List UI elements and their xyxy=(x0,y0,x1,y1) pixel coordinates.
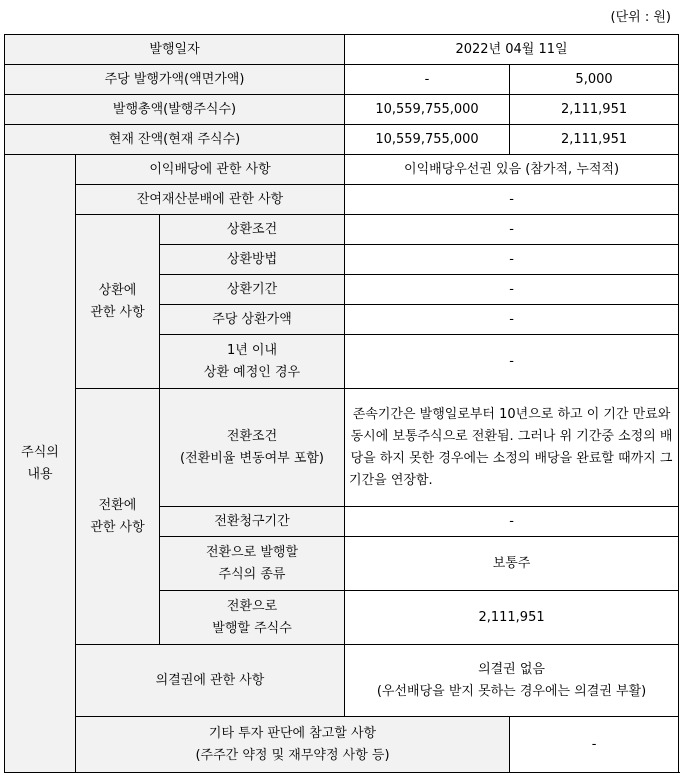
redemption-method-value: - xyxy=(345,245,679,275)
table-row xyxy=(5,645,679,717)
redemption-price-label: 주당 상환가액 xyxy=(160,305,345,335)
redemption-label xyxy=(76,215,160,389)
current-balance-value1: 10,559,755,000 xyxy=(345,125,510,155)
table-row xyxy=(5,95,679,125)
dividend-label: 이익배당에 관한 사항 xyxy=(76,155,345,185)
table-row xyxy=(5,389,679,507)
conversion-period-label: 전환청구기간 xyxy=(160,507,345,537)
table-row xyxy=(5,155,679,185)
conversion-label xyxy=(76,389,160,645)
table-row xyxy=(5,185,679,215)
conversion-share-count-value: 2,111,951 xyxy=(345,591,679,645)
stock-details-table xyxy=(4,34,679,773)
conversion-share-type-label-line2: 주식의 종류 xyxy=(218,566,286,582)
conversion-condition-label-line1: 전환조건 xyxy=(226,428,278,444)
conversion-condition-label-line2: (전환비율 변동여부 포함) xyxy=(180,450,325,466)
redemption-condition-label: 상환조건 xyxy=(160,215,345,245)
redemption-method-label: 상환방법 xyxy=(160,245,345,275)
redemption-label-line1: 상환에 xyxy=(98,282,137,298)
stock-content-label xyxy=(5,155,76,773)
conversion-share-count-label-line2: 발행할 주식수 xyxy=(212,620,292,636)
voting-value xyxy=(345,645,679,717)
conversion-condition-label xyxy=(160,389,345,507)
voting-value-line2: (우선배당을 받지 못하는 경우에는 의결권 부활) xyxy=(376,683,647,699)
table-row xyxy=(5,717,679,773)
conversion-share-count-label-line1: 전환으로 xyxy=(226,598,278,614)
issue-date-label: 발행일자 xyxy=(5,35,345,65)
redemption-label-line2: 관한 사항 xyxy=(90,304,145,320)
redemption-scheduled-label-line2: 상환 예정인 경우 xyxy=(203,364,301,380)
table-row xyxy=(5,65,679,95)
redemption-price-value: - xyxy=(345,305,679,335)
redemption-period-label: 상환기간 xyxy=(160,275,345,305)
par-value-value1: - xyxy=(345,65,510,95)
current-balance-label: 현재 잔액(현재 주식수) xyxy=(5,125,345,155)
redemption-scheduled-label-line1: 1년 이내 xyxy=(226,342,278,358)
conversion-share-type-label-line1: 전환으로 발행할 xyxy=(205,544,299,560)
current-balance-value2: 2,111,951 xyxy=(510,125,679,155)
voting-label: 의결권에 관한 사항 xyxy=(76,645,345,717)
dividend-value: 이익배당우선권 있음 (참가적, 누적적) xyxy=(345,155,679,185)
redemption-period-value: - xyxy=(345,275,679,305)
other-label xyxy=(76,717,510,773)
residual-value: - xyxy=(345,185,679,215)
conversion-share-count-label xyxy=(160,591,345,645)
table-row xyxy=(5,35,679,65)
stock-content-label-line2: 내용 xyxy=(27,466,53,482)
conversion-period-value: - xyxy=(345,507,679,537)
other-value: - xyxy=(510,717,679,773)
par-value-value2: 5,000 xyxy=(510,65,679,95)
voting-value-line1: 의결권 없음 xyxy=(478,661,545,677)
table-row xyxy=(5,215,679,245)
conversion-condition-value: 존속기간은 발행일로부터 10년으로 하고 이 기간 만료와 동시에 보통주식으로 전환됨. 그러나 위 기간중 소정의 배당을 하지 못한 경우에는 소정의 배당을 완료할 때까지 그 기간을 연장함. xyxy=(345,389,679,507)
conversion-share-type-value: 보통주 xyxy=(345,537,679,591)
par-value-label: 주당 발행가액(액면가액) xyxy=(5,65,345,95)
total-issue-label: 발행총액(발행주식수) xyxy=(5,95,345,125)
other-label-line2: (주주간 약정 및 재무약정 사항 등) xyxy=(195,747,390,763)
other-label-line1: 기타 투자 판단에 참고할 사항 xyxy=(208,725,377,741)
total-issue-value2: 2,111,951 xyxy=(510,95,679,125)
unit-label: (단위 : 원) xyxy=(610,10,671,25)
issue-date-value: 2022년 04월 11일 xyxy=(345,35,679,65)
redemption-scheduled-label xyxy=(160,335,345,389)
redemption-scheduled-value: - xyxy=(345,335,679,389)
conversion-label-line1: 전환에 xyxy=(98,497,137,513)
conversion-share-type-label xyxy=(160,537,345,591)
stock-content-label-line1: 주식의 xyxy=(21,444,59,460)
residual-label: 잔여재산분배에 관한 사항 xyxy=(76,185,345,215)
total-issue-value1: 10,559,755,000 xyxy=(345,95,510,125)
redemption-condition-value: - xyxy=(345,215,679,245)
conversion-label-line2: 관한 사항 xyxy=(90,519,145,535)
table-row xyxy=(5,125,679,155)
